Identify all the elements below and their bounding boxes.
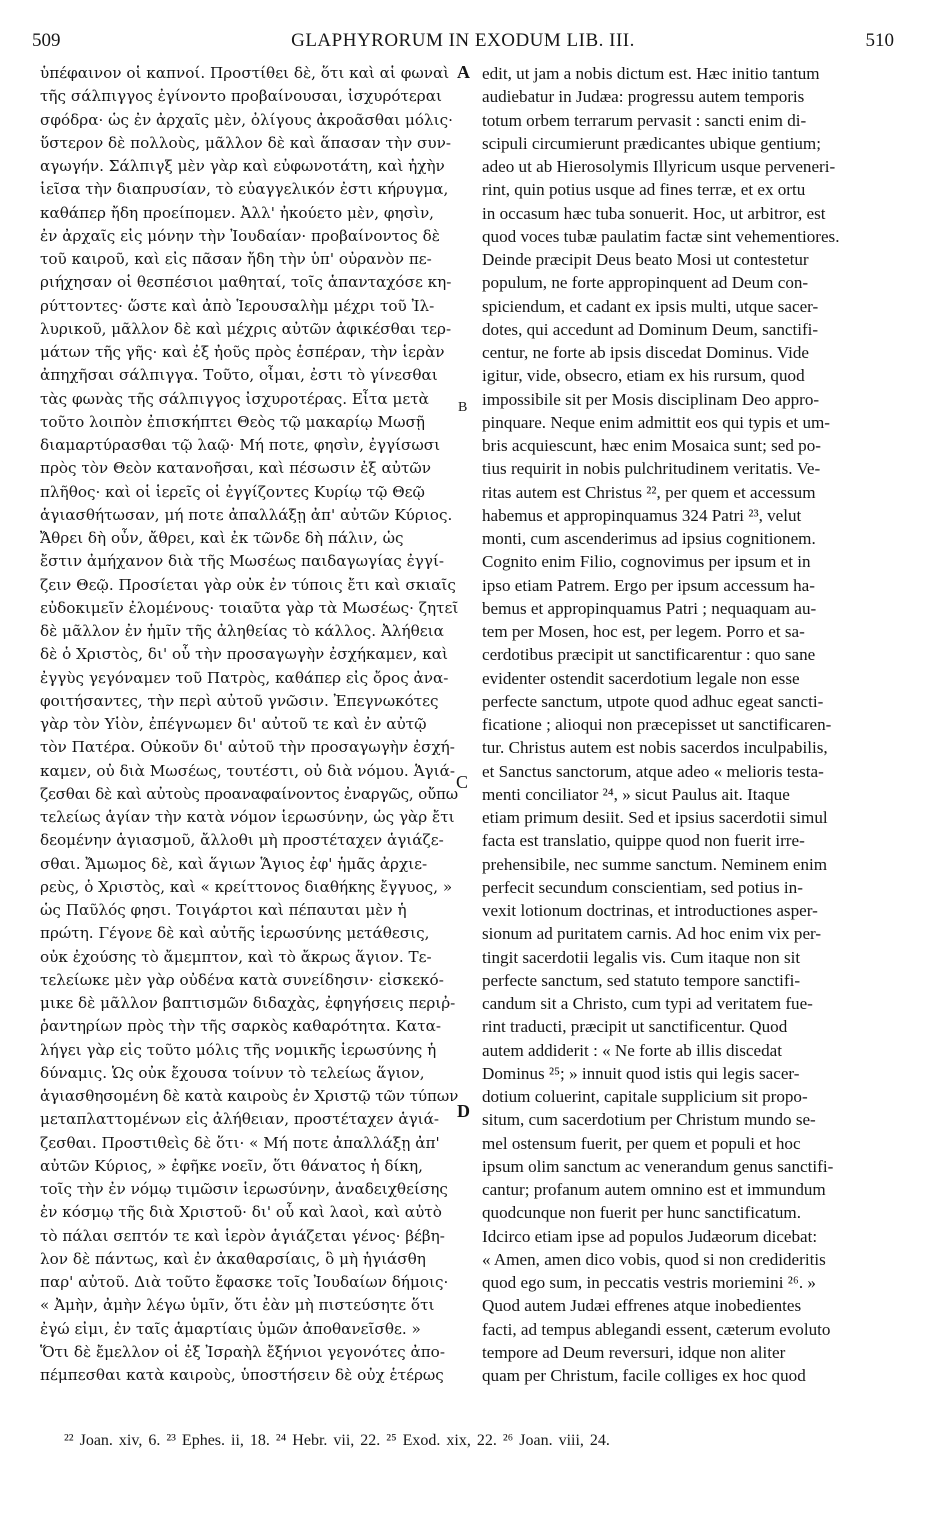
text-line: πέμπεσθαι κατὰ καιροὺς, ὑποστήσειν δὲ οὐχ ἑτέρως bbox=[40, 1366, 444, 1384]
text-line: τὰς φωνὰς τῆς σάλπιγγος ἰσχυροτέρας. Εἶτα μετὰ bbox=[40, 389, 429, 408]
text-line: τῆς σάλπιγγος ἐγίνοντο προβαίνουσαι, ἰσχυρότεραι bbox=[40, 87, 442, 106]
text-line: αὐτῶν Κύριος, » ἐφῆκε νοεῖν, ὅτι θάνατος ἡ δίκη, bbox=[40, 1156, 423, 1175]
text-line: dotium coluerint, capitale supplicium sit propo- bbox=[482, 1087, 808, 1106]
text-line: cerdotibus præcipit ut sanctificarentur : quo sane bbox=[482, 645, 816, 665]
margin-letter-b: B bbox=[458, 400, 468, 415]
text-line: ῥαντηρίων πρὸς τὴν τῆς σαρκὸς καθαρότητα. Κατα- bbox=[40, 1017, 441, 1036]
latin-text-column bbox=[482, 62, 892, 1387]
text-line: ὡς Παῦλός φησι. Τοιγάρτοι καὶ πέπαυται μὲν ἡ bbox=[40, 901, 407, 919]
text-line: Idcirco etiam ipse ad populos Judæorum dicebat: bbox=[482, 1226, 818, 1246]
text-line: « Ἀμὴν, ἀμὴν λέγω ὑμῖν, ὅτι ἐὰν μὴ πιστεύσητε ὅτι bbox=[40, 1296, 435, 1315]
text-line: facta est translatio, quippe quod non fuerit irre- bbox=[482, 831, 805, 851]
text-line: ἐγγὺς γεγόναμεν τοῦ Πατρὸς, καθάπερ εἰς ὄρος ἀνα- bbox=[40, 668, 449, 687]
text-line: etiam primum desiit. Sed et ipsius sacerdotii simul bbox=[482, 808, 828, 827]
text-line: εὐδοκιμεῖν ἐλομένους· τοιαῦτα γὰρ τὰ Μωσέως· ζητεῖ bbox=[40, 598, 458, 617]
text-line: scipuli circumierunt prædicantes ubique gentium; bbox=[482, 133, 821, 153]
text-line: situm, cum sacerdotium per Christum mundo se- bbox=[482, 1110, 816, 1130]
text-line: perfecit secundum conscientiam, sed potius in- bbox=[482, 877, 803, 897]
right-page-number: 510 bbox=[865, 30, 894, 51]
text-line: quod ego sum, in peccatis vestris moriemini ²⁶. » bbox=[482, 1273, 816, 1292]
text-line: καθάπερ ἤδη προείπομεν. Ἀλλ' ἠκούετο μὲν, φησὶν, bbox=[40, 203, 435, 222]
text-line: sionum ad puritatem carnis. Ad hoc enim vix per- bbox=[482, 924, 822, 944]
text-line: Quod autem Judæi effrenes atque inobedientes bbox=[482, 1296, 802, 1316]
greek-text-column bbox=[40, 62, 458, 1387]
text-line: perfecte sanctum, sed statuto tempore sanctifi- bbox=[482, 970, 801, 990]
text-line: λυρικοῦ, μᾶλλον δὲ καὶ μέχρις αὐτῶν ἀφικέσθαι τερ- bbox=[40, 319, 452, 338]
margin-letter-d: D bbox=[457, 1101, 470, 1121]
text-line: ἁγιασθησομένη δὲ κατὰ καιροὺς ἐν Χριστῷ τῶν τύπων bbox=[40, 1087, 458, 1105]
footnotes: ²² Joan. xiv, 6. ²³ Ephes. ii, 18. ²⁴ Hebr. vii, 22. ²⁵ Exod. xix, 22. ²⁶ Joan. viii, 24. bbox=[64, 1432, 610, 1449]
text-line: μικε δὲ μᾶλλον βαπτισμῶν διδαχὰς, ἐφηγήσεις περιῤ- bbox=[40, 994, 456, 1012]
text-line: σφόδρα· ὡς ἐν ἀρχαῖς μὲν, ὀλίγους ἀκροᾶσθαι μόλις· bbox=[40, 110, 453, 129]
text-line: ipsum olim sanctum ac venerandum genus sanctifi- bbox=[482, 1156, 834, 1176]
text-line: σθαι. Ἄμωμος δὲ, καὶ ἅγιων Ἅγιος ἐφ' ἡμᾶς ἀρχιε- bbox=[40, 854, 428, 873]
text-line: rint traducti, præcipit ut sanctificentur. Quod bbox=[482, 1017, 788, 1037]
text-line: menti conciliator ²⁴, » sicut Paulus ait. Itaque bbox=[482, 784, 790, 804]
text-line: τὸ πάλαι σεπτόν τε καὶ ἱερὸν ἁγιάζεται γένος· βέβη- bbox=[40, 1226, 445, 1245]
text-line: Cognito enim Filio, cognovimus per ipsum et in bbox=[482, 552, 811, 572]
text-line: bris acquiescunt, hæc enim Mosaica sunt; sed po- bbox=[482, 436, 821, 455]
text-line: ipso etiam Patrem. Ergo per ipsum accessum ha- bbox=[482, 575, 815, 595]
text-line: ζειν Θεῷ. Προσίεται γὰρ οὐκ ἐν τύποις ἔτι καὶ σκιαῖς bbox=[40, 575, 456, 594]
text-line: habemus et appropinquamus 324 Patri ²³, velut bbox=[482, 505, 802, 525]
text-line: ἐγώ εἰμι, ἐν ταῖς ἁμαρτίαις ὑμῶν ἀποθανεῖσθε. » bbox=[40, 1319, 421, 1338]
running-title: GLAPHYRORUM IN EXODUM LIB. III. bbox=[291, 30, 635, 51]
text-line: et Sanctus sanctorum, atque adeo « melioris testa- bbox=[482, 761, 824, 781]
text-line: ρεὺς, ὁ Χριστὸς, καὶ « κρείττονος διαθήκης ἔγγυος, » bbox=[40, 877, 453, 896]
text-line: δὲ μᾶλλον ἐν ἡμῖν τῆς ἀληθείας τὸ κάλλος. Ἀλήθεια bbox=[40, 622, 444, 640]
text-line: ὕστερον δὲ πολλοὺς, μᾶλλον δὲ καὶ ἅπασαν τὴν συν- bbox=[40, 133, 451, 152]
text-line: perfecte sanctum, utpote quod adhuc egeat sancti- bbox=[482, 691, 824, 711]
text-line: cantur; profanum autem omnino est et immundum bbox=[482, 1180, 826, 1199]
text-line: ἐν ἀρχαῖς εἰς μόνην τὴν Ἰουδαίαν· προβαίνοντος δὲ bbox=[40, 226, 440, 245]
text-line: ἁγιασθήτωσαν, μή ποτε ἀπαλλάξῃ ἀπ' αὐτῶν Κύριος. bbox=[40, 505, 453, 524]
text-line: Ὅτι δὲ ἔμελλον οἱ ἐξ Ἰσραὴλ ἔξήνιοι γεγονότες ἀπο- bbox=[40, 1342, 445, 1361]
text-line: πλῆθος· καὶ οἱ ἱερεῖς οἱ ἐγγίζοντες Κυρίῳ τῷ Θεῷ bbox=[40, 482, 425, 501]
text-line: autem addiderit : « Ne forte ab illis discedat bbox=[482, 1040, 782, 1060]
text-line: διαμαρτύρασθαι τῷ λαῷ· Μή ποτε, φησὶν, ἐγγίσωσι bbox=[40, 436, 441, 454]
text-line: ἐν κόσμῳ τῆς διὰ Χριστοῦ· δι' οὗ καὶ λαοὶ, καὶ αὐτὸ bbox=[40, 1203, 442, 1222]
text-line: ριήχησαν οἱ θεσπέσιοι μαθηταί, τοῖς ἁπανταχόσε κη- bbox=[40, 273, 452, 292]
text-line: tius requirit in nobis pulchritudinem veritatis. Ve- bbox=[482, 459, 821, 479]
text-line: impossibile sit per Mosis disciplinam Deo appro- bbox=[482, 389, 820, 409]
text-line: candum sit a Christo, cum typi ad veritatem fue- bbox=[482, 994, 813, 1013]
text-line: quodcunque non fuerit per hunc sanctificatum. bbox=[482, 1203, 801, 1223]
margin-letter-a: A bbox=[457, 62, 470, 82]
text-line: δεομένην ἁγιασμοῦ, ἄλλοθι μὴ προστέταχεν ἁγιάζε- bbox=[40, 831, 444, 850]
text-line: « Amen, amen dico vobis, quod si non credideritis bbox=[482, 1249, 826, 1269]
text-line: αγωγήν. Σάλπιγξ μὲν γὰρ καὶ εὐφωνοτάτη, καὶ ἠχὴν bbox=[40, 157, 445, 175]
text-line: tingit sacerdotii legalis vis. Cum itaque non sit bbox=[482, 947, 801, 967]
text-line: totum orbem terrarum pervasit : sancti enim di- bbox=[482, 110, 807, 130]
text-line: ficatione ; alioqui non præcepisset ut sanctificaren- bbox=[482, 715, 832, 734]
text-line: παρ' αὐτοῦ. Διὰ τοῦτο ἔφασκε τοῖς Ἰουδαίων δήμοις· bbox=[40, 1273, 449, 1291]
text-line: Dominus ²⁵; » innuit quod istis qui legis sacer- bbox=[482, 1063, 800, 1083]
text-line: rint, quin potius usque ad fines terræ, et ex ortu bbox=[482, 180, 806, 200]
text-line: monti, cum ascenderimus ad ipsius cognitionem. bbox=[482, 529, 816, 548]
text-line: ἱεῖσα τὴν διαπρυσίαν, τὸ εὐαγγελικόν ἐστι κήρυγμα, bbox=[40, 180, 449, 199]
text-line: καμεν, οὐ διὰ Μωσέως, τουτέστι, οὐ διὰ νόμου. Ἁγιά- bbox=[40, 761, 455, 780]
text-line: ζεσθαι δὲ καὶ αὐτοὺς προαναφαίνοντος ἐναργῶς, οὔπω bbox=[40, 784, 458, 803]
text-line: centur, ne forte ab ipsis discedat Dominus. Vide bbox=[482, 343, 809, 362]
text-line: mel ostensum fuerit, per quem et populi et hoc bbox=[482, 1133, 801, 1153]
text-line: tempore ad Deum reversuri, idque non aliter bbox=[482, 1342, 786, 1362]
text-line: vexit lotionum doctrinas, et introductiones asper- bbox=[482, 901, 818, 920]
text-line: γὰρ τὸν Υἱὸν, ἐπέγνωμεν δι' αὐτοῦ τε καὶ ἐν αὐτῷ bbox=[40, 715, 427, 733]
text-line: audiebatur in Judæa: progressu autem temporis bbox=[482, 87, 805, 107]
text-line: adeo ut ab Hierosolymis Illyricum usque perveneri- bbox=[482, 157, 836, 176]
text-line: spiciendum, et cadant ex ipsis multi, utque sacer- bbox=[482, 296, 819, 316]
text-line: ζεσθαι. Προστιθεὶς δὲ ὅτι· « Μή ποτε ἀπαλλάξῃ ἀπ' bbox=[40, 1133, 440, 1152]
text-line: in occasum hæc tuba sonuerit. Hoc, ut arbitror, est bbox=[482, 203, 826, 223]
text-line: ἀπηχῆσαι σάλπιγγα. Τοῦτο, οἶμαι, ἐστι τὸ γίνεσθαι bbox=[40, 366, 438, 385]
text-line: bemus et appropinquamus Patri ; nequaquam au- bbox=[482, 598, 817, 618]
text-line: οὐκ ἐχούσης τὸ ἄμεμπτον, καὶ τὸ ἄκρως ἅγιον. Τε- bbox=[40, 947, 432, 966]
text-line: φοιτήσαντες, τὴν περὶ αὐτοῦ γνῶσιν. Ἐπεγνωκότες bbox=[40, 691, 439, 710]
text-line: ὑπέφαινον οἱ καπνοί. Προστίθει δὲ, ὅτι καὶ αἱ φωναὶ bbox=[40, 64, 450, 82]
text-line: λήγει γὰρ εἰς τοῦτο μόλις τῆς νομικῆς ἱερωσύνης ἡ bbox=[40, 1040, 437, 1059]
text-line: δύναμις. Ὡς οὐκ ἔχουσα τοίνυν τὸ τελείως ἅγιον, bbox=[40, 1063, 425, 1082]
text-line: δὲ ὁ Χριστὸς, δι' οὗ τὴν προσαγωγὴν ἐσχήκαμεν, καὶ bbox=[40, 645, 449, 664]
running-header bbox=[32, 30, 894, 60]
text-line: populum, ne forte appropinquent ad Deum con- bbox=[482, 273, 809, 293]
text-line: μεταπλαττομένων εἰς ἀλήθειαν, προστέταχεν ἁγιά- bbox=[40, 1110, 440, 1129]
text-line: prehensibile, nec summe sanctum. Neminem enim bbox=[482, 854, 828, 874]
margin-letter-c: C bbox=[456, 772, 469, 792]
text-line: dotes, qui accedunt ad Dominum Deum, sanctifi- bbox=[482, 319, 819, 339]
text-line: quod voces tubæ paulatim factæ sint vehementiores. bbox=[482, 226, 840, 246]
text-line: τελείωκε μὲν γὰρ οὐδένα κατὰ συνείδησιν· εἰσκεκό- bbox=[40, 970, 444, 989]
text-line: τὸν Πατέρα. Οὐκοῦν δι' αὐτοῦ τὴν προσαγωγὴν ἐσχή- bbox=[40, 738, 455, 757]
text-line: Ἄθρει δὴ οὖν, ἄθρει, καὶ ἐκ τῶνδε δὴ πάλιν, ὡς bbox=[40, 529, 404, 547]
text-line: facti, ad tempus ablegandi essent, cæterum evoluto bbox=[482, 1319, 831, 1339]
text-line: tur. Christus autem est nobis sacerdos inculpabilis, bbox=[482, 738, 828, 758]
text-line: τοῦ καιροῦ, καὶ εἰς πᾶσαν ἤδη τὴν ὑπ' οὐρανὸν πε- bbox=[40, 250, 432, 268]
text-line: μάτων τῆς γῆς· καὶ ἐξ ἠοῦς πρὸς ἑσπέραν, τὴν ἱερὰν bbox=[40, 343, 445, 361]
left-page-number: 509 bbox=[32, 30, 61, 51]
text-line: πρὸς τὸν Θεὸν κατανοῆσαι, καὶ πέσωσιν ἐξ αὐτῶν bbox=[40, 459, 431, 478]
text-line: edit, ut jam a nobis dictum est. Hæc initio tantum bbox=[482, 64, 820, 83]
text-line: τοῦτο λοιπὸν ἐπισκήπτει Θεὸς τῷ μακαρίῳ Μωσῇ bbox=[40, 412, 425, 431]
text-line: pinquare. Neque enim admittit eos qui typis et um- bbox=[482, 412, 830, 432]
text-line: ritas autem est Christus ²², per quem et accessum bbox=[482, 482, 816, 502]
text-line: λον δὲ πάντως, καὶ ἐν ἀκαθαρσίαις, ὃ μὴ ἡγιάσθη bbox=[40, 1249, 426, 1268]
text-line: Deinde præcipit Deus beato Mosi ut contestetur bbox=[482, 250, 809, 269]
text-line: igitur, vide, obsecro, etiam ex his rursum, quod bbox=[482, 366, 805, 386]
text-line: τελείως ἁγίαν τὴν κατὰ νόμον ἱερωσύνην, ὡς γὰρ ἔτι bbox=[40, 808, 455, 826]
text-line: τοῖς τὴν ἐν νόμῳ τιμῶσιν ἱερωσύνην, ἀναδειχθείσης bbox=[40, 1180, 448, 1198]
text-line: ἔστιν ἀμήχανον διὰ τῆς Μωσέως παιδαγωγίας ἐγγί- bbox=[40, 552, 445, 571]
text-line: tem per Mosen, hoc est, per legem. Porro et sa- bbox=[482, 622, 805, 641]
text-line: evidenter ostendit sacerdotium legale non esse bbox=[482, 668, 800, 688]
text-line: πρώτη. Γέγονε δὲ καὶ αὐτῆς ἱερωσύνης μετάθεσις, bbox=[40, 924, 430, 943]
text-line: quam per Christum, facile colliges ex hoc quod bbox=[482, 1366, 806, 1385]
text-line: ρύττοντες· ὥστε καὶ ἀπὸ Ἱερουσαλὴμ μέχρι τοῦ Ἰλ- bbox=[40, 296, 435, 315]
